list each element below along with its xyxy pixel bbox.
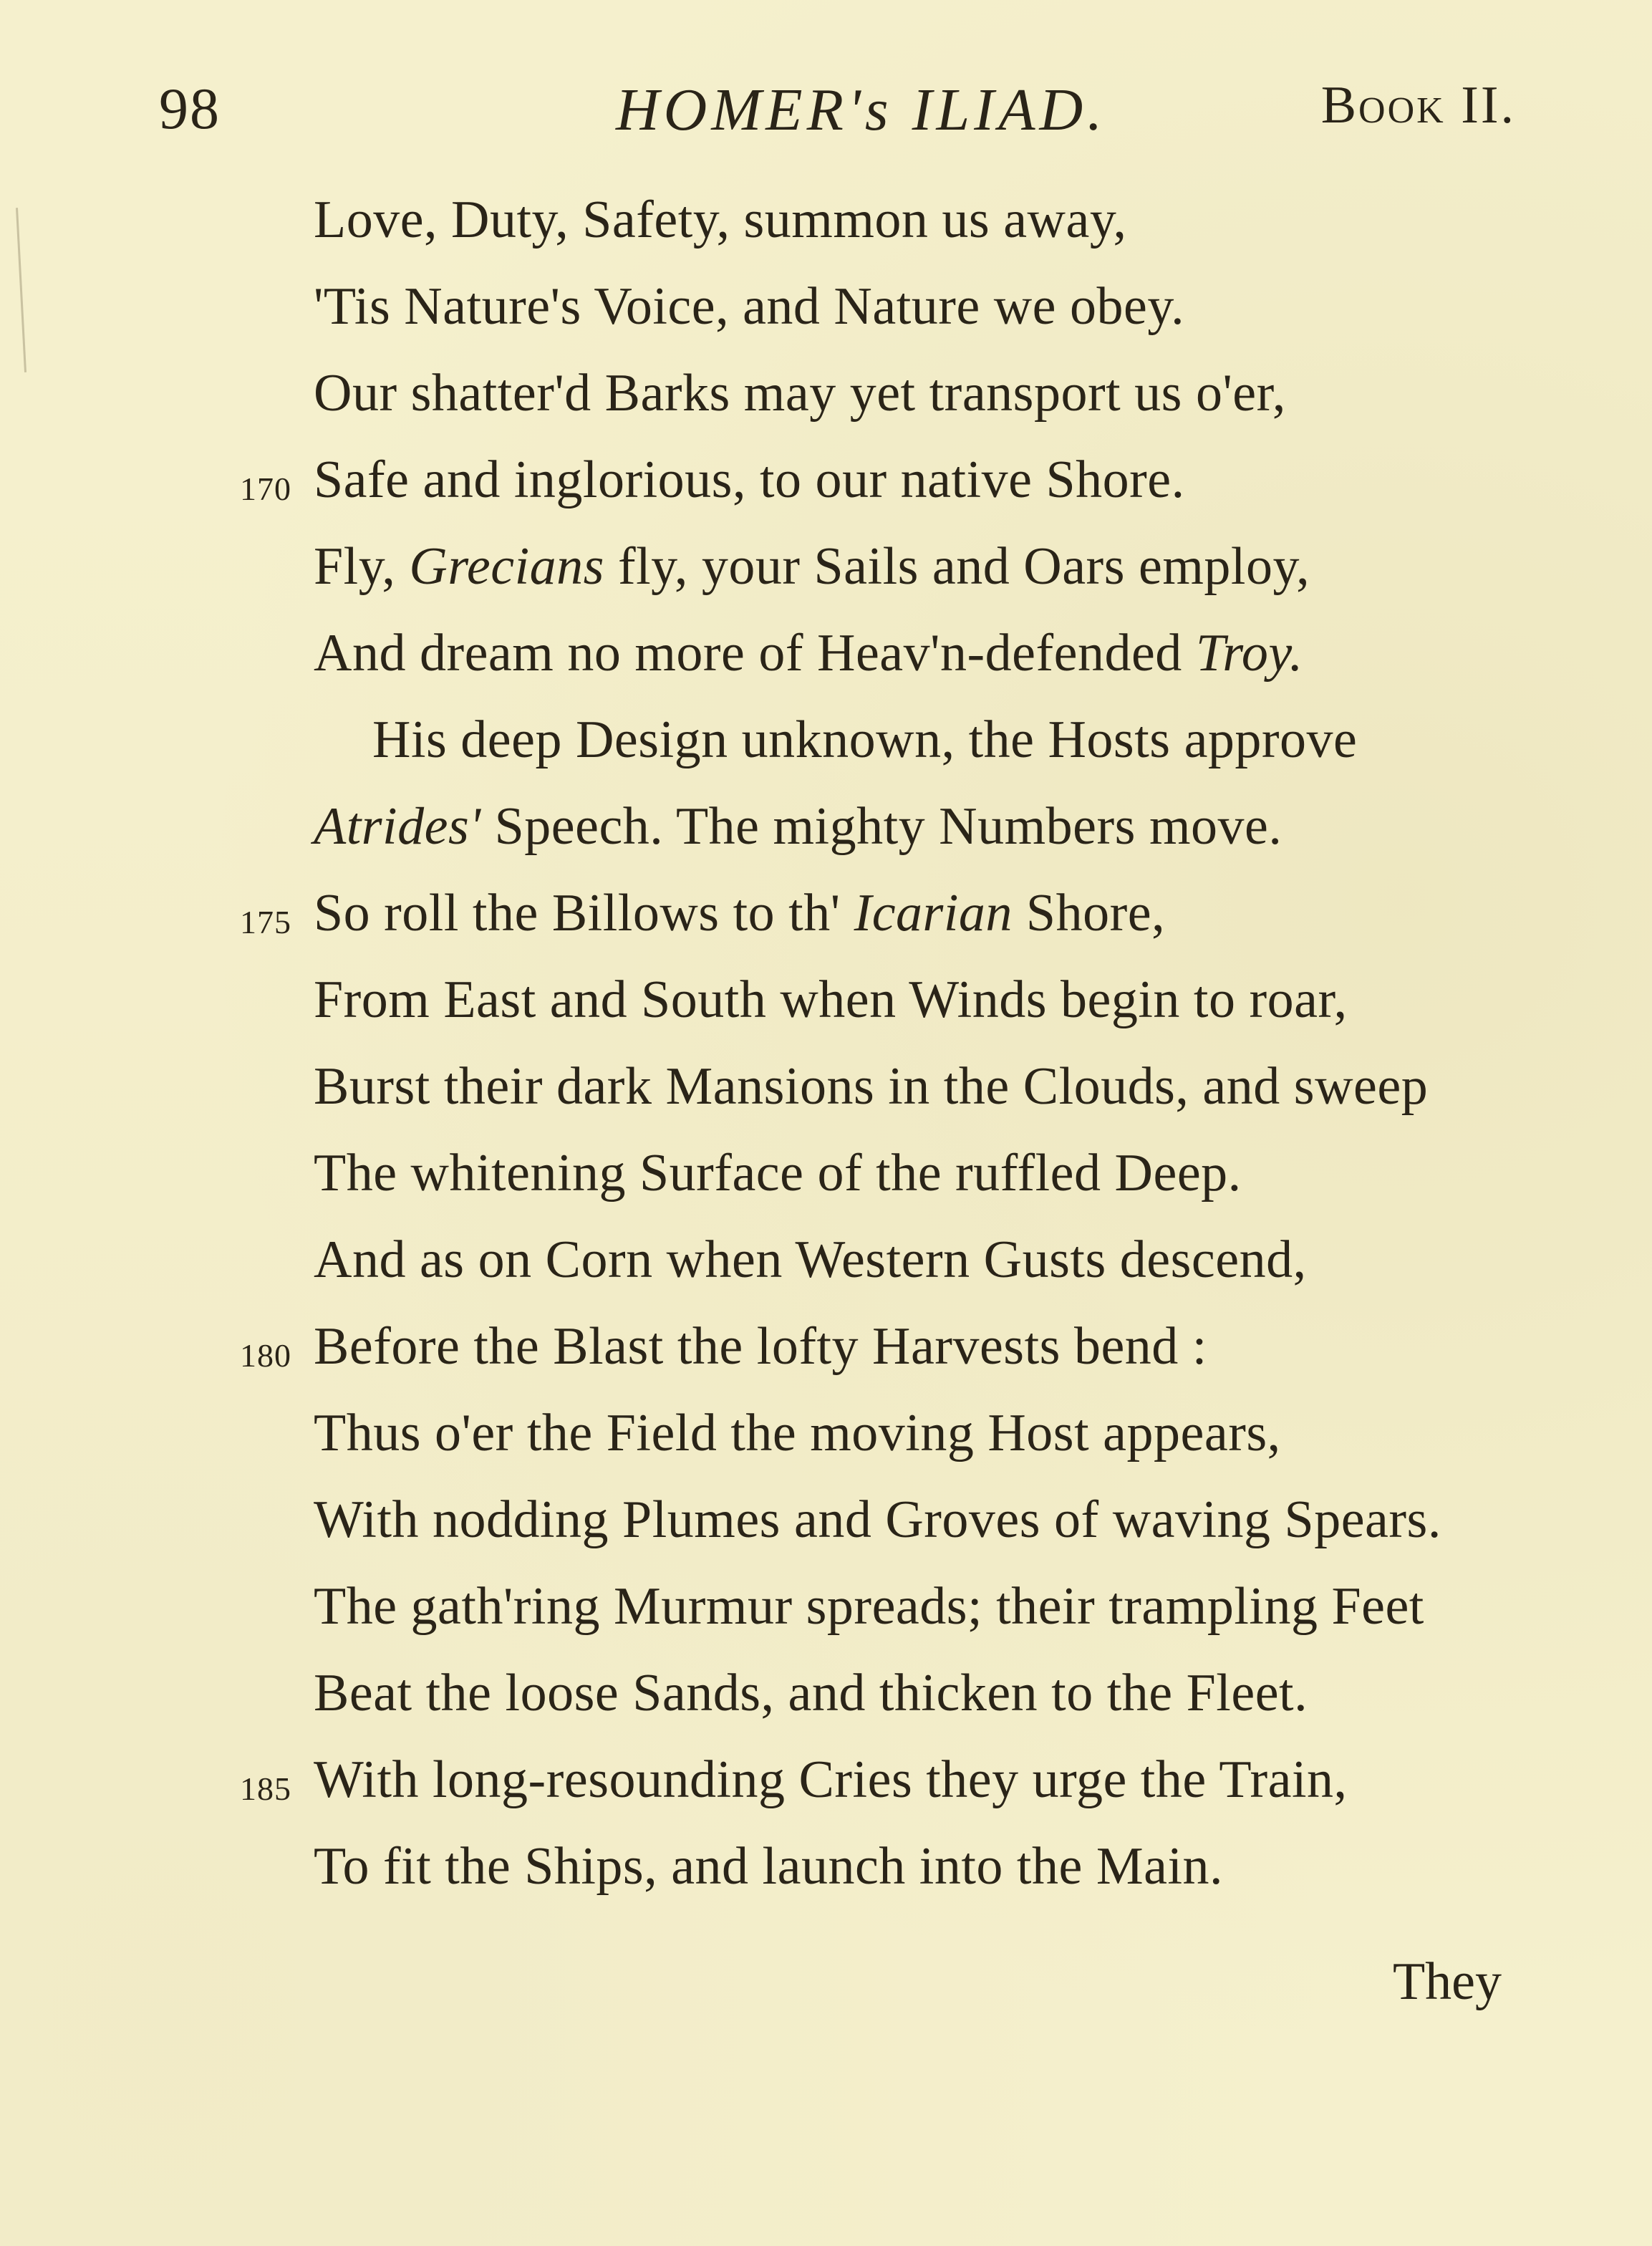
verse-text: The whitening Surface of the ruffled Deep. [314, 1144, 1242, 1202]
verse-text [314, 623, 1303, 684]
catchword: They [1392, 1952, 1502, 2011]
verse-text-roman: Speech. The mighty Numbers move. [480, 797, 1283, 856]
verse-line [0, 190, 1652, 276]
verse-line [0, 1230, 1652, 1316]
verse-line [0, 536, 1652, 622]
verse-text-roman: fly, your Sails and Oars employ, [604, 537, 1310, 596]
verse-text-italic: Icarian [854, 884, 1013, 943]
verse-text: The gath'ring Murmur spreads; their trampling Feet [314, 1577, 1424, 1636]
verse-text: With long-resounding Cries they urge the Train, [314, 1750, 1348, 1809]
verse-text: Burst their dark Mansions in the Clouds, and sweep [314, 1057, 1429, 1116]
verse-line [0, 363, 1652, 449]
line-number: 185 [240, 1770, 291, 1807]
verse-line [0, 1663, 1652, 1749]
verse-line [0, 1836, 1652, 1922]
book-label: Book II. [1320, 76, 1516, 135]
line-number: 180 [240, 1337, 291, 1374]
verse-text-roman: Shore, [1012, 884, 1166, 943]
verse-text: Beat the loose Sands, and thicken to the Fleet. [314, 1664, 1308, 1722]
verse-line [0, 710, 1652, 796]
verse-line [0, 1316, 1652, 1402]
verse-text: With nodding Plumes and Groves of waving Spears. [314, 1490, 1441, 1549]
page-number: 98 [159, 76, 221, 141]
verse-text-italic: Atrides' [314, 797, 481, 856]
verse-text: His deep Design unknown, the Hosts approve [372, 710, 1358, 769]
verse-text: Love, Duty, Safety, summon us away, [314, 191, 1127, 249]
verse-text [314, 536, 1310, 597]
verse-text: Thus o'er the Field the moving Host appears, [314, 1404, 1281, 1462]
verse-text: Our shatter'd Barks may yet transport us o'er, [314, 364, 1286, 423]
page-header [0, 75, 1652, 154]
verse-text: And as on Corn when Western Gusts descend, [314, 1230, 1307, 1289]
verse-text: Before the Blast the lofty Harvests bend : [314, 1317, 1207, 1376]
verse-text-italic: Troy. [1195, 624, 1303, 683]
verse-text: From East and South when Winds begin to roar, [314, 970, 1348, 1029]
verse-text [314, 883, 1165, 944]
verse-text [314, 796, 1282, 857]
line-number: 175 [240, 904, 291, 940]
verse-text: Safe and inglorious, to our native Shore. [314, 450, 1185, 509]
verse-line [0, 970, 1652, 1056]
verse-line [0, 450, 1652, 536]
running-title: HOMER's ILIAD. [616, 77, 1107, 143]
verse-line [0, 1403, 1652, 1489]
verse-text-roman: Fly, [314, 537, 410, 596]
verse-line [0, 1576, 1652, 1662]
verse-line [0, 883, 1652, 969]
verse-text-roman: And dream no more of Heav'n-defended [314, 624, 1196, 683]
line-number: 170 [240, 471, 291, 507]
verse-line [0, 796, 1652, 882]
verse-line [0, 1056, 1652, 1142]
verse-line [0, 623, 1652, 709]
verse-text: 'Tis Nature's Voice, and Nature we obey. [314, 277, 1185, 336]
verse-line [0, 1750, 1652, 1836]
verse-line [0, 1143, 1652, 1229]
verse-line [0, 1490, 1652, 1576]
verse-text: To fit the Ships, and launch into the Main. [314, 1837, 1224, 1896]
verse-line [0, 276, 1652, 362]
verse-text-roman: So roll the Billows to th' [314, 884, 854, 943]
verse-text-italic: Grecians [409, 537, 604, 596]
